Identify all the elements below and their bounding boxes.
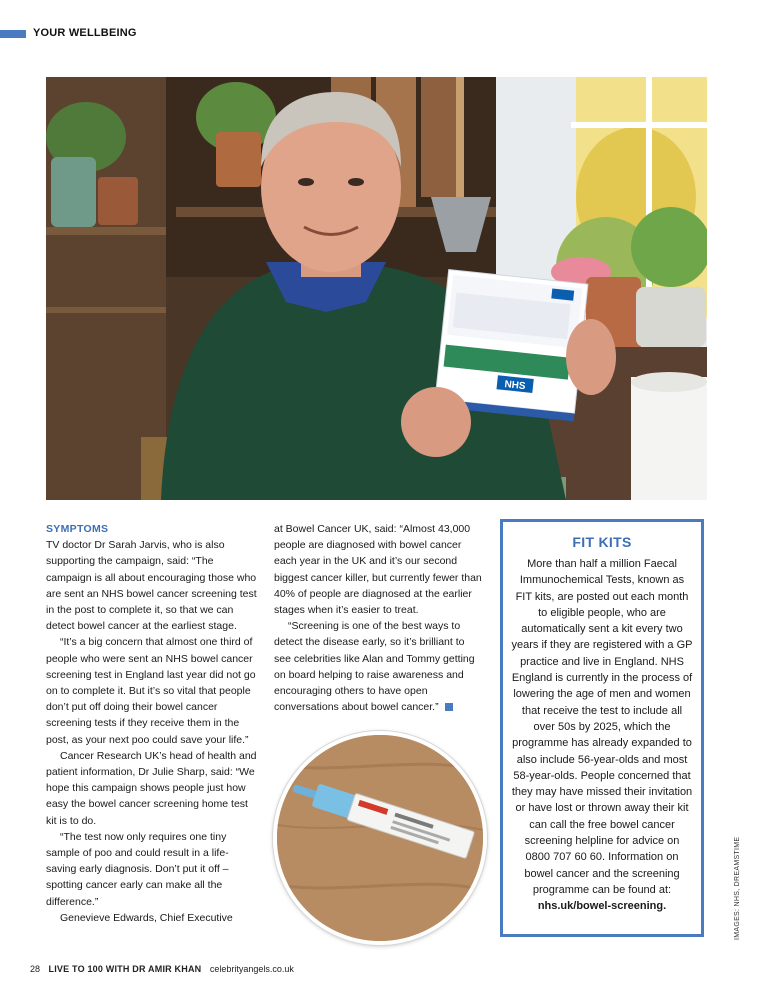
article-paragraph: “The test now only requires one tiny sample of poo and could result in a life-saving early diagnosis. Don’t put it off – spotting cancer early can make all the difference.” — [46, 830, 229, 908]
article-paragraph: at Bowel Cancer UK, said: “Almost 43,000 people are diagnosed with bowel cancer each year in the UK and it’s our second biggest cancer killer, but currently fewer than 40% of people are diagnosed at the earlier stages when it’s easier to treat. — [274, 523, 482, 617]
article-paragraph: Genevieve Edwards, Chief Executive — [60, 911, 233, 924]
fit-test-device-photo — [277, 735, 483, 941]
article-paragraph: TV doctor Dr Sarah Jarvis, who is also supporting the campaign, said: “The campaign is all about encouraging those who are sent an NHS bowel cancer screening test in the post to complete it, so that we can detect bowel cancer at the earliest stage. — [46, 539, 257, 633]
image-credit: IMAGES: NHS, DREAMSTIME — [734, 836, 741, 940]
man-holding-nhs-kit-photo — [46, 77, 707, 500]
sidebar-body: More than half a million Faecal Immunochemical Tests, known as FIT kits, are posted out each month to eligible people, who are automatically sent a kit every two years if they are registered with a GP practice and live in England. NHS England is currently in the process of lowering the age of men and women that receive the test to include all over 50s by 2025, which the programme has already expanded to also include 56-year-olds and most 58-year-olds. People concerned that they may have missed their invitation or have lost or thrown away their kit can call the free bowel cancer screening helpline for advice on 0800 707 60 60. Information on bowel cancer and the screening programme can be found at: — [511, 558, 693, 896]
symptoms-subhead: SYMPTOMS — [46, 523, 109, 535]
article-paragraph: Cancer Research UK’s head of health and patient information, Dr Julie Sharp, said: “We hope this campaign shows people just how easy the bowel cancer screening home test kit is to do. — [46, 749, 257, 827]
section-label: YOUR WELLBEING — [33, 27, 137, 39]
page-footer — [30, 964, 294, 974]
page-number: 28 — [30, 964, 41, 974]
article-column-2 — [274, 521, 482, 715]
sidebar-link[interactable]: nhs.uk/bowel-screening. — [537, 900, 667, 913]
svg-text:NHS: NHS — [503, 379, 527, 393]
end-mark-icon — [445, 703, 453, 711]
fit-kits-sidebar — [500, 519, 704, 937]
main-photo — [46, 77, 707, 500]
article-paragraph-text: “Screening is one of the best ways to detect the disease early, so it’s brilliant to see celebrities like Alan and Tommy getting on board helping to raise awareness and encouraging others to have open conversations about bowel cancer.” — [274, 620, 475, 714]
magazine-title: LIVE TO 100 WITH DR AMIR KHAN — [48, 964, 202, 974]
fit-kit-inset-photo — [273, 731, 487, 945]
sidebar-title: FIT KITS — [572, 534, 632, 550]
article-paragraph: “It’s a big concern that almost one third of people who were sent an NHS bowel cancer screening test in England last year did not go on to complete it. But it’s so vital that people don’t put off doing their bowel cancer screening tests if they receive them in the post, as your next poo could save your life.” — [46, 636, 256, 746]
article-column-1 — [46, 521, 257, 926]
website: celebrityangels.co.uk — [209, 964, 294, 974]
article-paragraph — [274, 618, 482, 715]
section-accent-bar — [0, 30, 26, 38]
